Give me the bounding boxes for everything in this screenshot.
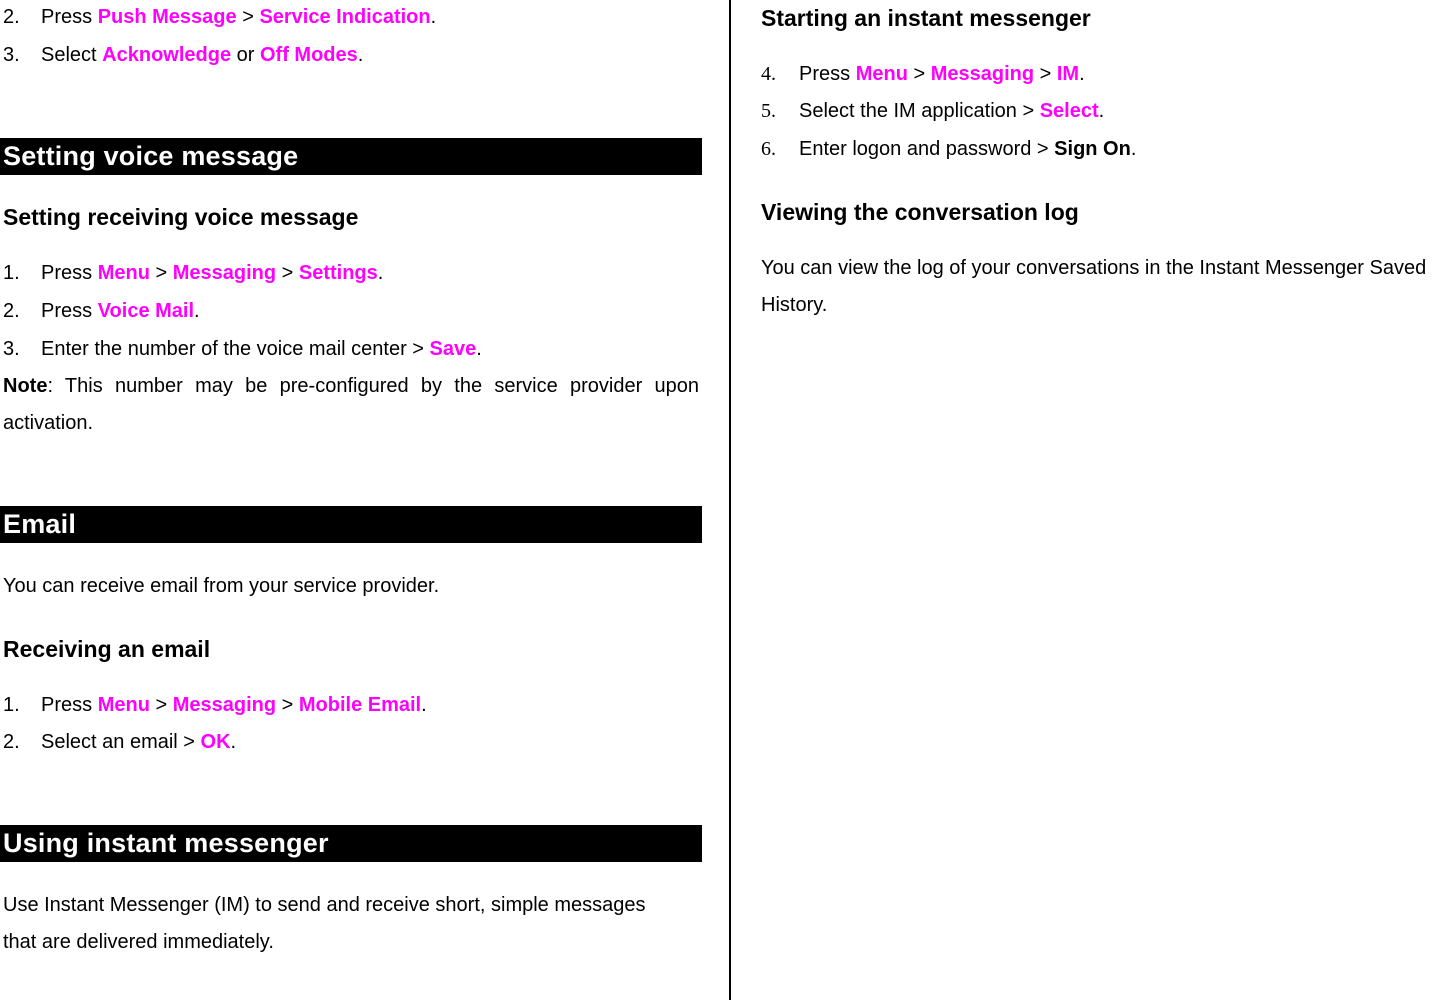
step-text: Press Menu > Messaging > IM. — [799, 63, 1085, 85]
subtitle-receiving-voice-message: Setting receiving voice message — [3, 204, 359, 230]
section-title-voice-message: Setting voice message — [0, 138, 702, 175]
subtitle-starting-instant-messenger: Starting an instant messenger — [761, 5, 1091, 31]
step-text: Enter logon and password > Sign On. — [799, 138, 1137, 160]
step-number: 4. — [761, 63, 776, 85]
step-number: 5. — [761, 100, 776, 122]
note-text: : This number may be pre-configured by the service provider upon activation. — [3, 375, 699, 434]
menu-service-indication: Service Indication — [259, 6, 431, 28]
menu-select: Select — [1039, 100, 1099, 122]
menu-settings: Settings — [298, 262, 378, 284]
menu-menu: Menu — [97, 262, 150, 284]
step-number: 3. — [3, 44, 20, 66]
email-step-1 — [3, 694, 693, 720]
section-title-instant-messenger: Using instant messenger — [0, 825, 702, 862]
step-text: Press Menu > Messaging > Settings. — [41, 262, 384, 284]
step-number: 6. — [761, 138, 776, 160]
step-text: Select Acknowledge or Off Modes. — [41, 44, 364, 66]
menu-ok: OK — [200, 731, 231, 753]
menu-messaging: Messaging — [172, 694, 277, 716]
column-divider — [729, 0, 731, 1000]
step-number: 1. — [3, 262, 20, 284]
log-text-line-1: You can view the log of your conversations in the Instant Messenger Saved — [761, 257, 1427, 279]
step-text: Press Voice Mail. — [41, 300, 200, 322]
subtitle-receiving-email: Receiving an email — [3, 636, 211, 662]
im-step-5 — [761, 100, 1451, 126]
step-text: Enter the number of the voice mail center > Save. — [41, 338, 482, 360]
step-text: Press Menu > Messaging > Mobile Email. — [41, 694, 427, 716]
menu-menu: Menu — [855, 63, 908, 85]
menu-sign-on: Sign On — [1054, 138, 1131, 160]
im-step-6 — [761, 138, 1451, 164]
voice-step-1 — [3, 262, 693, 288]
email-intro: You can receive email from your service provider. — [3, 575, 440, 597]
step-text: Select an email > OK. — [41, 731, 237, 753]
menu-voice-mail: Voice Mail — [97, 300, 195, 322]
menu-messaging: Messaging — [930, 63, 1035, 85]
step-text: Select the IM application > Select. — [799, 100, 1105, 122]
voice-step-2 — [3, 300, 693, 326]
step-number: 1. — [3, 694, 20, 716]
menu-messaging: Messaging — [172, 262, 277, 284]
menu-menu: Menu — [97, 694, 150, 716]
step-number: 3. — [3, 338, 20, 360]
subtitle-viewing-conversation-log: Viewing the conversation log — [761, 199, 1079, 225]
step-number: 2. — [3, 300, 20, 322]
im-intro-line-1: Use Instant Messenger (IM) to send and receive short, simple messages — [3, 894, 646, 916]
menu-save: Save — [429, 338, 477, 360]
im-step-4 — [761, 63, 1451, 89]
menu-push-message: Push Message — [97, 6, 237, 28]
email-step-2 — [3, 731, 693, 757]
step-number: 2. — [3, 6, 20, 28]
menu-im: IM — [1056, 63, 1080, 85]
option-off-modes: Off Modes — [259, 44, 358, 66]
voice-note — [3, 368, 699, 442]
push-step-3 — [3, 44, 693, 70]
im-intro-line-2: that are delivered immediately. — [3, 931, 274, 953]
note-label: Note — [3, 375, 48, 397]
step-text: Press Push Message > Service Indication. — [41, 6, 437, 28]
log-text-line-2: History. — [761, 294, 828, 316]
step-number: 2. — [3, 731, 20, 753]
push-step-2 — [3, 6, 693, 32]
section-title-email: Email — [0, 506, 702, 543]
menu-mobile-email: Mobile Email — [298, 694, 422, 716]
voice-step-3 — [3, 338, 693, 364]
option-acknowledge: Acknowledge — [102, 44, 232, 66]
